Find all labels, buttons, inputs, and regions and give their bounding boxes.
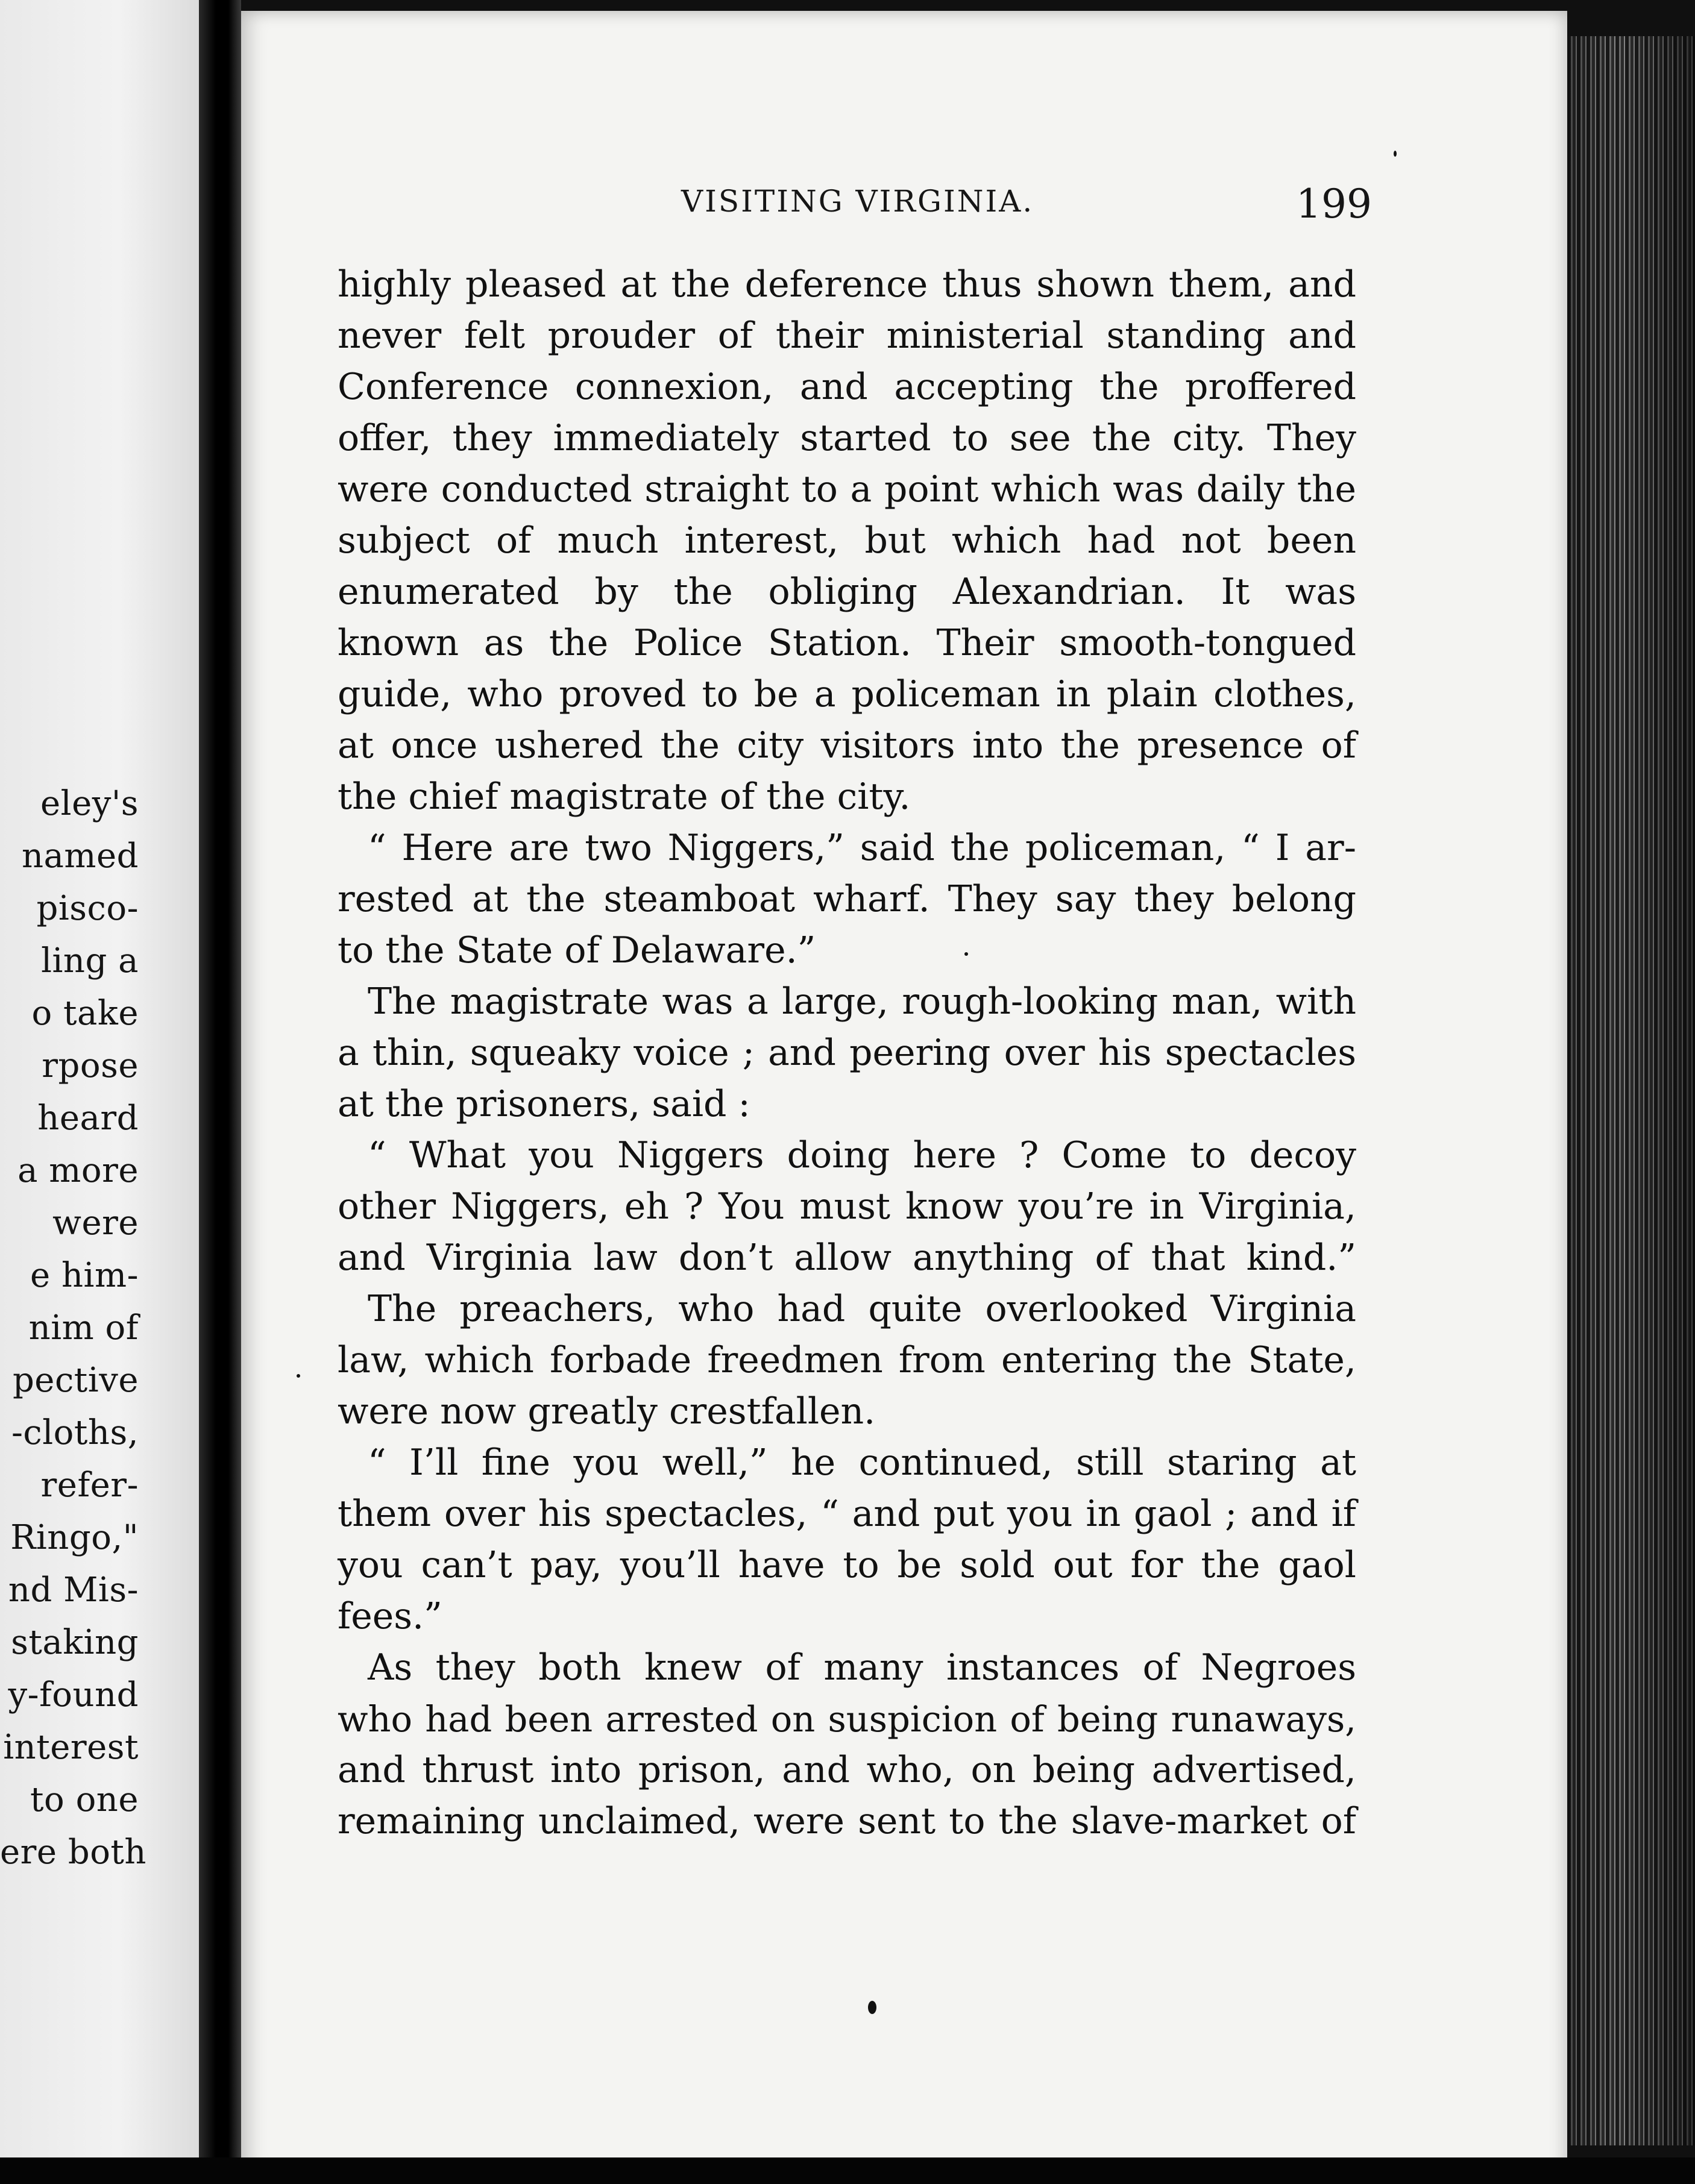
text-line: law, which forbade freedmen from entering the State, — [338, 1339, 1356, 1381]
print-speck — [964, 952, 968, 956]
book-gutter — [199, 0, 241, 2184]
print-speck — [868, 2001, 876, 2014]
text-line: a thin, squeaky voice ; and peering over his spectacles — [338, 1032, 1356, 1074]
text-line: As they both knew of many instances of Negroes — [368, 1646, 1356, 1689]
text-line: rested at the steamboat wharf. They say they belong — [338, 878, 1356, 920]
text-line: and Virginia law don’t allow anything of that kind.” — [338, 1237, 1356, 1279]
print-speck — [1394, 151, 1397, 157]
text-line: The preachers, who had quite overlooked Virginia — [368, 1288, 1356, 1330]
left-page-line: nim of — [28, 1308, 139, 1348]
text-line: known as the Police Station. Their smooth-tongued — [338, 622, 1356, 664]
text-line: other Niggers, eh ? You must know you’re in Virginia, — [338, 1185, 1356, 1228]
text-line: subject of much interest, but which had not been — [338, 519, 1356, 562]
left-page-line: named — [21, 836, 139, 876]
text-line: the chief magistrate of the city. — [338, 776, 911, 818]
page-edges-shadow — [1567, 36, 1695, 2145]
left-page-line: were — [52, 1203, 139, 1243]
left-page-line: Ringo," — [10, 1518, 139, 1557]
text-line: “ Here are two Niggers,” said the policeman, “ I ar- — [368, 827, 1356, 869]
body-text — [338, 259, 1356, 1847]
left-page-line: y-found — [8, 1675, 139, 1715]
text-line: at the prisoners, said : — [338, 1083, 750, 1125]
text-line: and thrust into prison, and who, on being advertised, — [338, 1749, 1356, 1791]
left-page-line: to one — [30, 1780, 139, 1819]
left-page-line: -cloths, — [11, 1413, 139, 1452]
text-line: were conducted straight to a point which was daily the — [338, 468, 1356, 510]
text-line: to the State of Delaware.” — [338, 929, 816, 971]
text-line: “ What you Niggers doing here ? Come to decoy — [368, 1134, 1356, 1176]
text-line: Conference connexion, and accepting the proffered — [338, 366, 1356, 408]
text-line: you can’t pay, you’ll have to be sold out for the gaol — [338, 1544, 1356, 1586]
text-line: them over his spectacles, “ and put you in gaol ; and if — [338, 1493, 1356, 1535]
text-line: who had been arrested on suspicion of being runaways, — [338, 1698, 1356, 1740]
left-page-line: interest — [3, 1728, 139, 1767]
print-speck — [297, 1374, 300, 1378]
text-line: highly pleased at the deference thus shown them, and — [338, 263, 1356, 306]
left-page-line: refer- — [40, 1466, 139, 1505]
text-line: fees.” — [338, 1595, 442, 1637]
text-line: at once ushered the city visitors into the presence of — [338, 724, 1356, 767]
text-line: never felt prouder of their ministerial standing and — [338, 315, 1356, 357]
running-header: VISITING VIRGINIA. — [681, 184, 1034, 219]
left-page-line: nd Mis- — [8, 1571, 139, 1610]
left-page-line: o take — [31, 994, 139, 1033]
left-facing-page — [0, 0, 199, 2184]
left-page-line: pisco- — [36, 889, 139, 928]
left-page-line: ere both — [0, 1833, 146, 1872]
left-page-line: a more — [17, 1151, 139, 1190]
left-page-line: ling a — [41, 941, 139, 981]
text-line: were now greatly crestfallen. — [338, 1390, 876, 1432]
left-page-text-fragments — [0, 777, 199, 1878]
text-line: offer, they immediately started to see the city. They — [338, 417, 1356, 459]
scan-bottom-border — [0, 2157, 1695, 2184]
text-line: guide, who proved to be a policeman in plain clothes, — [338, 673, 1356, 715]
left-page-line: rpose — [42, 1046, 139, 1085]
left-page-line: staking — [11, 1623, 139, 1662]
left-page-line: pective — [12, 1361, 139, 1400]
left-page-line: e him- — [30, 1256, 139, 1295]
page-number: 199 — [1296, 181, 1372, 227]
text-line: enumerated by the obliging Alexandrian. It was — [338, 571, 1356, 613]
left-page-line: heard — [37, 1099, 139, 1138]
text-line: remaining unclaimed, were sent to the slave-market of — [338, 1800, 1356, 1842]
left-page-line: eley's — [40, 784, 139, 823]
text-line: “ I’ll fine you well,” he continued, still staring at — [368, 1442, 1356, 1484]
text-line: The magistrate was a large, rough-looking man, with — [368, 981, 1356, 1023]
